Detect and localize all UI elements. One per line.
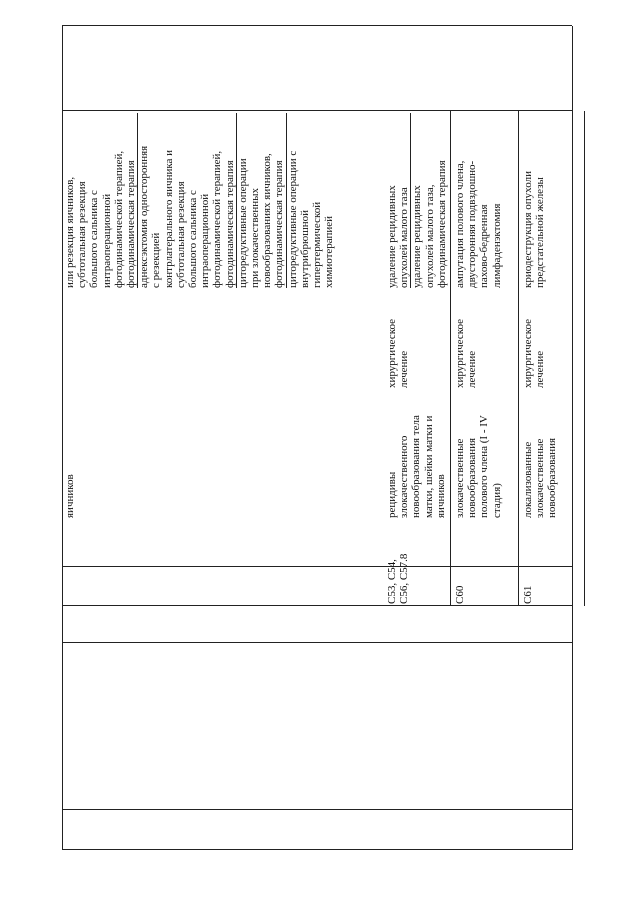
method-line: фотодинамической терапией, (211, 150, 224, 288)
method-line: криодеструкция опухоли (522, 171, 534, 288)
method-line: интраоперационной (100, 193, 113, 288)
diagnosis-line: яичников (434, 474, 447, 518)
method-line: при злокачественных (249, 187, 262, 288)
treatment-line: лечение (534, 350, 547, 388)
method-line: фотодинамической терапией, (112, 150, 125, 288)
treatment-line: хирургическое (522, 318, 534, 388)
method-line: опухолей малого таза, (423, 184, 436, 288)
row3-code-cell (522, 544, 534, 604)
row2-treatment-cell (454, 298, 478, 388)
method-line: большого сальника с (187, 190, 200, 288)
row-sep-1 (450, 111, 451, 606)
method-line: субтотальная резекция (76, 181, 89, 288)
method-line: или резекция яичников, (64, 176, 76, 288)
method-line: удаление рецидивных (386, 185, 398, 288)
row2-diagnosis-cell (454, 398, 503, 518)
diagnosis-line: злокачественные (454, 438, 466, 518)
top-diagnosis-cell (64, 338, 76, 518)
row3-treatment-cell (522, 298, 546, 388)
code-line: C53, C54, (386, 559, 398, 604)
method-line: большого сальника с (88, 190, 101, 288)
row3-methods-cell (522, 113, 546, 288)
diagnosis-line: новообразования (546, 437, 559, 518)
treatment-line: лечение (398, 350, 411, 388)
treatment-line: лечение (466, 350, 479, 388)
diagnosis-line: злокачественного (398, 435, 411, 518)
method-line: интраоперационной (199, 193, 212, 288)
row2-code-cell (454, 544, 466, 604)
col-sep-2 (62, 642, 572, 643)
diagnosis-line: новообразования (466, 437, 479, 518)
rotated-table (62, 26, 572, 850)
method-line: фотодинамическая терапия (224, 113, 237, 288)
treatment-line: хирургическое (454, 318, 466, 388)
treatment-line: хирургическое (386, 318, 398, 388)
row1-methods-cell (386, 113, 448, 288)
table-border-top (62, 26, 63, 850)
method-line: новообразованиях яичников, (261, 153, 274, 288)
diagnosis-line: полового члена (I - IV (478, 415, 491, 518)
row2-methods-cell (454, 113, 503, 288)
row1-diagnosis-cell (386, 398, 447, 518)
row3-diagnosis-cell (522, 398, 559, 518)
method-line: лимфаденэктомия (490, 203, 503, 288)
method-line: циторедуктивные операции (236, 158, 249, 288)
table-border-left (62, 849, 572, 850)
method-line: опухолей малого таза (398, 113, 411, 288)
col-sep-4 (62, 566, 572, 567)
diagnosis-line: матки, шейки матки и (422, 415, 435, 518)
col-sep-5 (62, 110, 572, 111)
method-line: удаление рецидивных (411, 185, 424, 288)
col-sep-3 (62, 605, 572, 606)
method-line: фотодинамическая терапия (435, 160, 448, 288)
diagnosis-line: стадия) (490, 483, 503, 518)
method-line: фотодинамическая терапия (273, 113, 286, 288)
top-methods-cell (64, 113, 335, 288)
row1-code-cell (386, 544, 410, 604)
method-line: циторедуктивные операции с (286, 150, 299, 288)
method-line: двусторонняя подвздошно- (466, 160, 479, 288)
row1-treatment-cell (386, 298, 410, 388)
method-line: фотодинамическая терапия (125, 113, 138, 288)
method-line: с резекцией (150, 232, 163, 288)
top-diagnosis-text: яичников (64, 474, 76, 518)
diagnosis-line: рецидивы (386, 471, 398, 518)
method-line: пахово-бедренная (478, 204, 491, 288)
diagnosis-line: злокачественные (534, 438, 547, 518)
diagnosis-line: новообразования тела (410, 415, 423, 518)
code-line: C56, C57.8 (398, 553, 411, 604)
method-line: ампутация полового члена, (454, 160, 466, 288)
method-line: контрлатерального яичника и (162, 149, 175, 288)
row-sep-3 (584, 111, 585, 606)
method-line: внутрибрюшной (298, 210, 311, 288)
method-line: предстательной железы (534, 177, 547, 288)
code-line: C60 (454, 585, 466, 604)
method-line: субтотальная резекция (174, 181, 187, 288)
diagnosis-line: локализованные (522, 441, 534, 518)
table-border-right (62, 25, 572, 26)
table-border-bottom (572, 26, 573, 850)
method-line: гипертермической (311, 201, 324, 288)
row-sep-2 (518, 111, 519, 606)
method-line: химиотерапией (323, 215, 336, 288)
col-sep-1 (62, 809, 572, 810)
code-line: C61 (522, 585, 534, 604)
method-line: аднексэктомия односторонняя (138, 145, 151, 288)
